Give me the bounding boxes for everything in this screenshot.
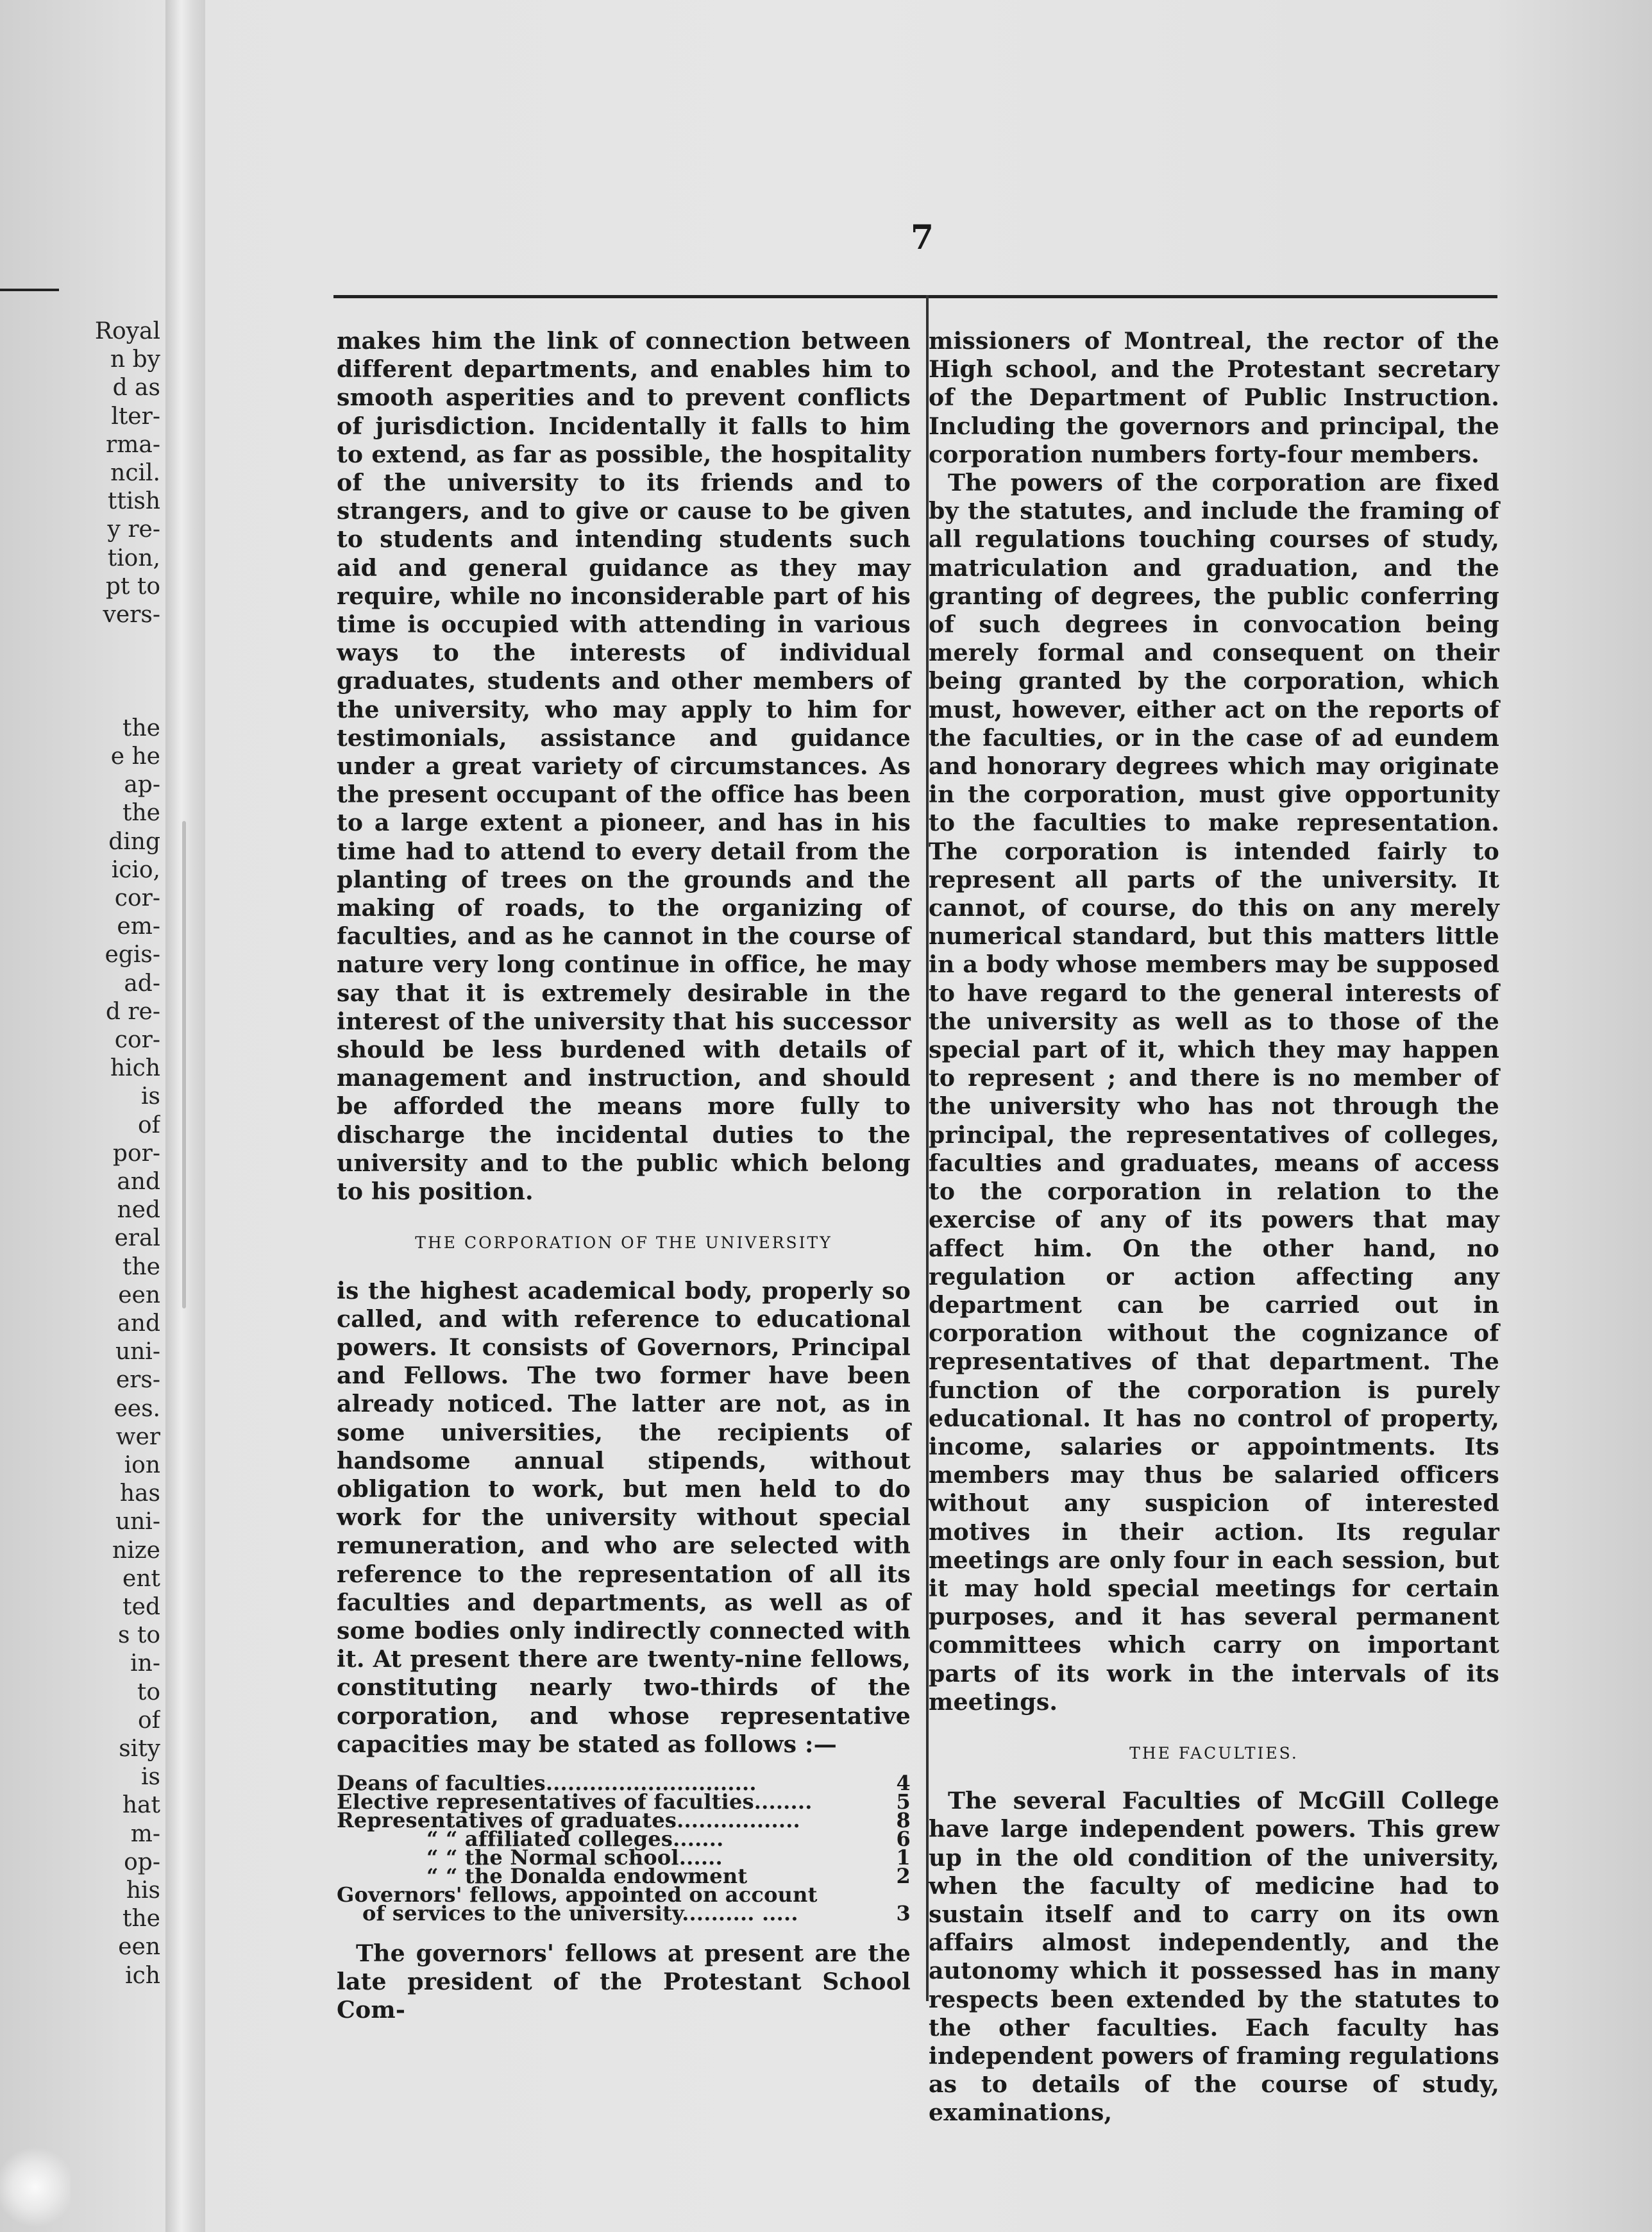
left-page-fragment: lter- xyxy=(111,403,160,430)
left-page-fragment: the xyxy=(122,1906,160,1932)
table-value: 5 xyxy=(896,1789,911,1814)
left-page-fragment: ding xyxy=(108,828,160,855)
left-page-fragment: and xyxy=(117,1169,160,1195)
left-page-fragment: ion xyxy=(124,1452,160,1478)
table-value: 6 xyxy=(896,1826,911,1851)
section-heading: THE CORPORATION OF THE UNIVERSITY xyxy=(415,1233,832,1253)
left-page-fragment: tion, xyxy=(107,545,160,571)
paragraph: The governors' fellows at present are the late president of the Protestant School Com- xyxy=(337,1939,911,2024)
paragraph: missioners of Montreal, the rector of the High school, and the Protestant secretary of the Department of Public Instruction. Including the governors and principal, the corporation numbers forty-four members. xyxy=(929,327,1499,468)
table-label: Deans of faculties............................. xyxy=(337,1770,757,1795)
left-page-fragment: y re- xyxy=(107,516,160,543)
header-rule xyxy=(333,295,1497,298)
left-page-fragment: of xyxy=(138,1707,160,1734)
left-page-fragment: ncil. xyxy=(110,460,160,486)
paper-smudge xyxy=(0,2142,71,2232)
paragraph: The several Faculties of McGill College have large independent powers. This grew up in the old condition of the university, when the faculty of medicine had to sustain itself and to carry on its own affairs almost independently, and the autonomy which it possessed has in many respects been extended by the statutes to the other faculties. Each faculty has independent powers of framing regulations as to details of the course of study, examinations, xyxy=(929,1787,1499,2127)
left-page-fragment: ich xyxy=(125,1962,160,1988)
table-value: 4 xyxy=(896,1770,911,1795)
fellows-table xyxy=(337,1770,911,1925)
left-page-fragment: in- xyxy=(130,1650,160,1677)
left-page-fragment: m- xyxy=(130,1820,160,1847)
left-page-fragment: ers- xyxy=(115,1367,160,1394)
table-value: 1 xyxy=(896,1845,911,1870)
table-label: “ “ affiliated colleges....... xyxy=(426,1826,724,1851)
left-page-fragment: ttish xyxy=(107,488,160,515)
left-page-fragment: has xyxy=(119,1480,160,1507)
gutter-crease xyxy=(182,821,186,1308)
table-value: 2 xyxy=(896,1863,911,1888)
left-page-fragment: s to xyxy=(117,1622,160,1649)
table-value: 8 xyxy=(896,1807,911,1832)
left-page-fragment: the xyxy=(122,800,160,827)
paragraph: The powers of the corporation are fixed by the statutes, and include the framing of all regulations touching courses of study, matriculation and graduation, and the granting of degrees, the public conferring of such degrees in convocation being merely formal and consequent on their being granted by the corporation, which must, however, either act on the reports of the faculties, or in the case of ad eundem and honorary degrees which may originate in the corporation, must give opportunity to the faculties to make representation. The corporation is intended fairly to represent all parts of the university. It cannot, of course, do this on any merely numerical standard, but this matters little in a body whose members may be supposed to have regard to the general interests of the university as well as to those of the special part of it, which they may happen to represent ; and there is no member of the university who has not through the principal, the representatives of colleges, faculties and graduates, means of access to the corporation in relation to the exercise of any of its powers that may affect him. On the other hand, no regulation or action affecting any department can be carried out in corporation without the cognizance of representatives of that department. The function of the corporation is purely educational. It has no control of property, income, salaries or appointments. Its members may thus be salaried officers without any suspicion of interested motives in their action. Its regular meetings are only four in each session, but it may hold special meetings for certain purposes, and it has several permanent committees which carry on important parts of its work in the intervals of its meetings. xyxy=(929,469,1499,1716)
table-label: Governors' fellows, appointed on account xyxy=(337,1882,818,1907)
left-page-fragment: ent xyxy=(122,1565,160,1592)
left-page-fragment: ted xyxy=(122,1594,160,1620)
left-page-fragment: por- xyxy=(112,1140,160,1167)
table-row xyxy=(337,1904,911,1923)
column-left xyxy=(337,327,911,2025)
table-label: Elective representatives of faculties........ xyxy=(337,1789,813,1814)
left-page-fragments xyxy=(0,257,160,1988)
left-page-fragment: nize xyxy=(112,1537,160,1564)
left-page-fragment: n by xyxy=(110,346,160,373)
left-page-fragment: and xyxy=(117,1310,160,1337)
left-page-fragment: eral xyxy=(114,1225,160,1252)
left-page-fragment: hat xyxy=(122,1792,160,1819)
left-page-fragment: uni- xyxy=(115,1339,160,1365)
left-page-fragment: ad- xyxy=(124,970,160,997)
left-page-fragment: e he xyxy=(110,743,160,770)
left-page-fragment: is xyxy=(141,1083,160,1110)
left-page-fragment: his xyxy=(126,1877,160,1904)
left-page-fragment: sity xyxy=(119,1736,160,1762)
left-page-fragment: op- xyxy=(124,1848,160,1875)
left-page-fragment: een xyxy=(118,1281,160,1308)
table-label: “ “ the Donalda endowment xyxy=(426,1863,748,1888)
table-label: of services to the university.......... ..... xyxy=(362,1900,798,1925)
left-page-fragment: uni- xyxy=(115,1509,160,1535)
left-page-fragment: cor- xyxy=(114,1027,160,1053)
paragraph: is the highest academical body, properly so called, and with reference to educational powers. It consists of Governors, Principal and Fellows. The two former have been already noticed. The latter are not, as in some universities, the recipients of handsome annual stipends, without obligation to work, but men held to do work for the university without special remuneration, and who are selected with reference to the representation of all its faculties and departments, as well as of some bodies only indirectly connected with it. At present there are twenty-nine fellows, constituting nearly two-thirds of the corporation, and whose representative capacities may be stated as follows :— xyxy=(337,1276,911,1758)
left-page-fragment: d re- xyxy=(105,998,160,1025)
table-label: “ “ the Normal school...... xyxy=(426,1845,723,1870)
left-page-fragment: ned xyxy=(117,1197,160,1224)
paragraph: makes him the link of connection between different departments, and enables him to smooth asperities and to prevent conflicts of jurisdiction. Incidentally it falls to him to extend, as far as possible, the hospitality of the university to its friends and to strangers, and to give or cause to be given to students and intending students such aid and general guidance as they may require, while no inconsiderable part of his time is occupied with attending in various ways to the interests of individual graduates, students and other members of the university, who may apply to him for testimonials, assistance and guidance under a great variety of circumstances. As the present occupant of the office has been to a large extent a pioneer, and has in his time had to attend to every detail from the planting of trees on the grounds and the making of roads, to the organizing of faculties, and as he cannot in the course of nature very long continue in office, he may say that it is extremely desirable in the interest of the university that his successor should be less burdened with details of management and instruction, and should be afforded the means more fully to discharge the incidental duties to the university and to the public which belong to his position. xyxy=(337,327,911,1206)
left-page-fragment: vers- xyxy=(103,602,160,628)
left-page-fragment: cor- xyxy=(114,885,160,911)
left-page-fragment: pt to xyxy=(105,573,160,600)
left-page-fragment: is xyxy=(141,1764,160,1791)
left-page-fragment: of xyxy=(138,1112,160,1138)
left-page-fragment: wer xyxy=(115,1423,160,1450)
left-page-fragment: the xyxy=(122,714,160,741)
left-page-fragment: een xyxy=(118,1934,160,1961)
column-right xyxy=(929,327,1499,2127)
table-label: Representatives of graduates................. xyxy=(337,1807,800,1832)
left-page-fragment: the xyxy=(122,1253,160,1280)
left-page-fragment: d as xyxy=(112,375,160,402)
left-page-fragment: rma- xyxy=(106,431,160,458)
section-heading: THE FACULTIES. xyxy=(1129,1743,1299,1763)
left-page-fragment: egis- xyxy=(105,942,160,968)
left-page-fragment: em- xyxy=(117,913,160,940)
left-page-fragment: hich xyxy=(110,1055,160,1082)
left-page-fragment: to xyxy=(137,1678,160,1705)
left-page-fragment: Royal xyxy=(94,318,160,344)
left-page-fragment: ees. xyxy=(114,1395,160,1422)
left-page-fragment: icio, xyxy=(111,856,160,883)
left-page-fragment: ap- xyxy=(124,772,160,799)
table-value: 3 xyxy=(896,1900,911,1925)
page-number: 7 xyxy=(910,218,934,257)
